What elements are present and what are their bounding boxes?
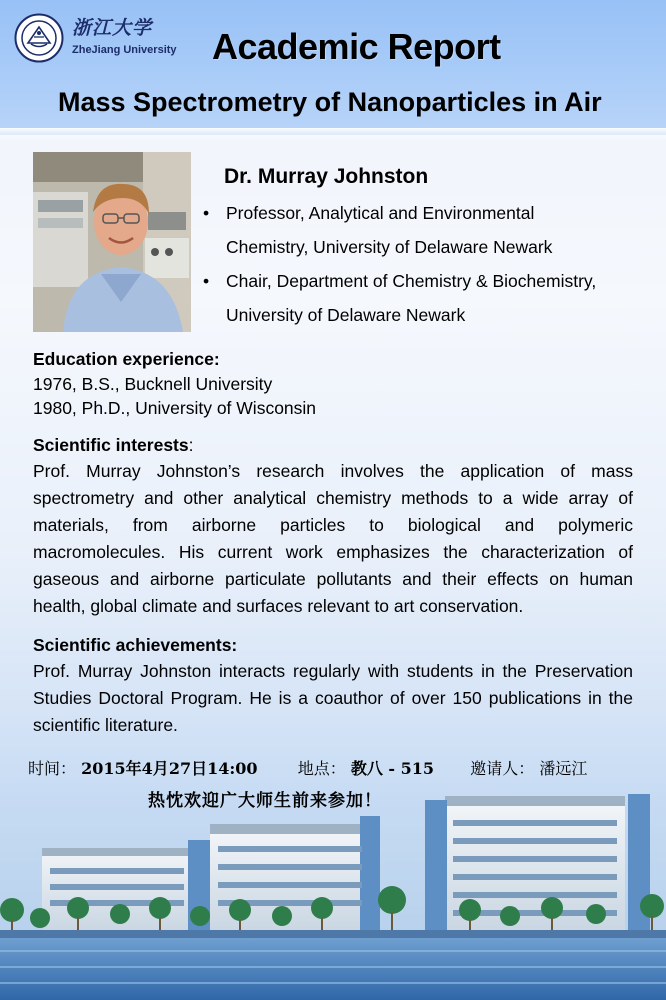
time-year: 2015 [81,759,126,778]
place-label: 地点： [297,759,346,778]
place-building: 教八 [350,759,383,778]
time-day: 27 [168,759,192,778]
interests-heading: Scientific interests [33,435,189,455]
time-month-unit: 月 [152,759,169,778]
time-year-unit: 年 [125,759,142,778]
place-room: - 515 [382,759,435,778]
affiliation-line: Chemistry, University of Delaware Newark [226,237,553,257]
university-seal-icon [14,13,64,63]
campus-buildings-illustration [0,780,666,1000]
host-name: 潘远江 [539,759,588,778]
university-name-en: ZheJiang University [72,44,177,56]
achievements-text: Prof. Murray Johnston interacts regularly with students in the Preservation Studies Doctoral Program. He is a coauthor of over 150 publications in the scientific literature. [33,661,633,735]
header-glow [0,128,666,142]
time-label: 时间： [28,759,77,778]
time-month: 4 [141,759,153,778]
education-item: 1980, Ph.D., University of Wisconsin [33,398,317,418]
report-title: Academic Report [212,26,501,67]
education-item: 1976, B.S., Bucknell University [33,374,273,394]
interests-text: Prof. Murray Johnston’s research involves the application of mass spectrometry and other analytical chemistry methods to a wide array of materials, from airborne particles to biological and polymeric macromolecules. His current work emphasizes the characterization of gaseous and airborne particulate pollutants and their effects on human health, global climate and surfaces relevant to art conservation. [33,461,633,616]
achievements-section [33,632,633,739]
education-heading: Education experience: [33,349,220,369]
welcome-message: 热忱欢迎广大师生前来参加！ [148,791,382,811]
university-name-cn: 浙江大学 [72,17,153,39]
talk-title: Mass Spectrometry of Nanoparticles in Air [58,87,602,117]
interests-heading-row [33,432,633,458]
speaker-name: Dr. Murray Johnston [224,165,429,188]
affiliation-line: Professor, Analytical and Environmental [226,203,535,223]
education-section [33,346,633,420]
interests-colon: : [188,435,194,455]
bullet: • [203,203,210,223]
header-band [0,0,666,135]
achievements-heading: Scientific achievements: [33,635,238,655]
interests-section [33,432,633,620]
time-clock: 14:00 [207,759,258,778]
event-info-row [28,756,648,779]
affiliation-line: University of Delaware Newark [226,305,466,325]
bullet: • [203,271,210,291]
affiliation-item [200,196,640,264]
host-label: 邀请人： [470,759,535,778]
time-day-unit: 日 [191,759,208,778]
speaker-photo [33,152,191,332]
affiliation-line: Chair, Department of Chemistry & Biochemistry, [226,271,597,291]
affiliation-list [200,196,640,332]
affiliation-item [200,264,640,332]
